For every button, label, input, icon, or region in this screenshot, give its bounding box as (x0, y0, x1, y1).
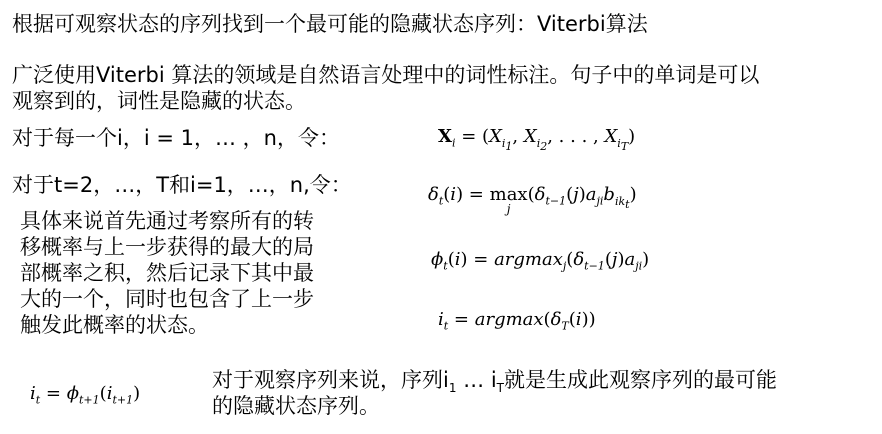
explain-line-4: 大的一个，同时也包含了上一步 (20, 287, 314, 311)
explain-line-5: 触发此概率的状态。 (20, 313, 209, 337)
page-title: 根据可观察状态的序列找到一个最可能的隐藏状态序列：Viterbi算法 (12, 12, 648, 36)
formula-delta: $\delta_t(i) = \max$ j $(\delta_{t-1}(j)a_{ji}b_{ik_t})$ (428, 184, 637, 216)
explain-line-2: 移概率与上一步获得的最大的局 (20, 235, 314, 259)
step-init-text: 对于每一个i，i = 1，… ，n，令： (12, 126, 340, 150)
intro-line-2: 观察到的，词性是隐藏的状态。 (12, 89, 306, 113)
step-recursion-text: 对于t=2，…，T和i=1，…，n,令： (12, 173, 352, 197)
explain-line-3: 部概率之积，然后记录下其中最 (20, 261, 314, 285)
formula-x-i: $X_i = (X_{i_1}$, $X_{i_2}$, . . . , $X_{i_T}$) (438, 126, 636, 153)
explain-line-1: 具体来说首先通过考察所有的转 (20, 209, 314, 233)
formula-phi: $\phi_t(i) = argmax_j(\delta_{t-1}(j)a_{ji})$ (431, 249, 650, 273)
conclusion-line-1: 对于观察序列来说，序列$i_1$ … $i_T$就是生成此观察序列的最可能 (212, 368, 778, 396)
intro-line-1: 广泛使用Viterbi 算法的领域是自然语言处理中的词性标注。句子中的单词是可以 (12, 63, 760, 87)
formula-i-t: $i_t = argmax(\delta_T(i))$ (438, 309, 596, 333)
formula-backtrack: $i_t = \phi_{t+1}(i_{t+1})$ (30, 383, 141, 407)
conclusion-line-2: 的隐藏状态序列。 (212, 394, 380, 418)
